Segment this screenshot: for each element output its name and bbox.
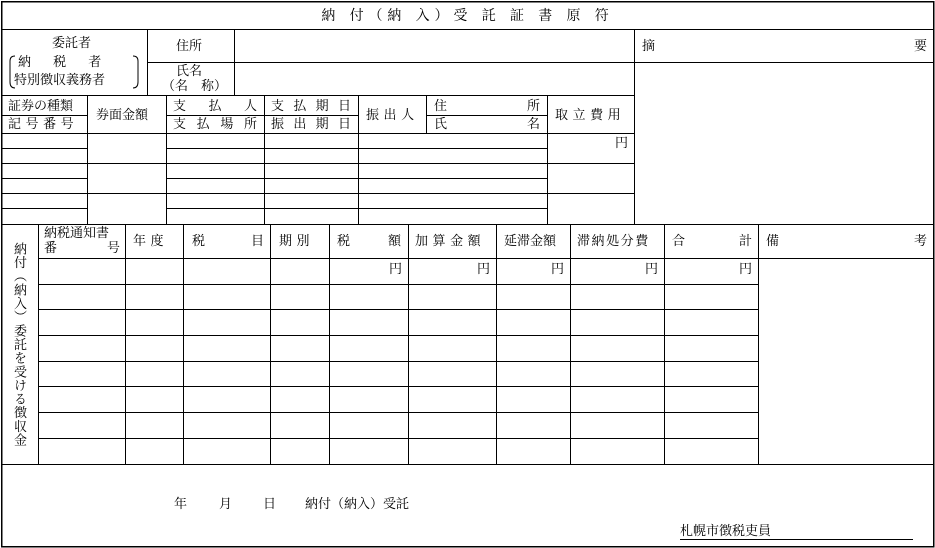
securities-number-label: 記号番号 xyxy=(8,117,79,132)
tax-amount-yen-unit: 円 xyxy=(389,262,403,277)
tax-item-label: 税 目 xyxy=(192,234,264,249)
drawer-name-label: 氏 名 xyxy=(434,117,540,132)
securities-type-label: 証券の種類 xyxy=(8,99,74,114)
additional-yen-unit: 円 xyxy=(477,262,491,277)
special-collector-label: 特別徴収義務者 xyxy=(14,73,106,88)
name-label: 氏名 xyxy=(176,64,203,79)
tax-amount-label: 税 額 xyxy=(337,234,401,249)
face-amount-label: 券面金額 xyxy=(96,108,149,123)
footer-year: 年 xyxy=(174,497,188,512)
collection-vertical-label: 納付（納入）委託を受ける徴収金 xyxy=(11,242,26,447)
summary-label: 摘 要 xyxy=(642,39,927,54)
disposal-yen-unit: 円 xyxy=(645,262,659,277)
disposal-cost-label: 滞納処分費 xyxy=(577,234,650,249)
pay-date-label: 支払期日 xyxy=(271,99,351,114)
fee-yen-unit: 円 xyxy=(615,136,629,151)
footer-month: 月 xyxy=(219,497,233,512)
consignor-label: 委託者 xyxy=(52,36,92,51)
drawer-label: 振出人 xyxy=(366,108,419,123)
issue-date-label: 振出期日 xyxy=(271,117,351,132)
tax-official-line: 札幌市徴税吏員 xyxy=(680,525,913,540)
footer-consigned: 納付（納入）受託 xyxy=(305,497,410,512)
payer-label: 支払人 xyxy=(173,99,257,114)
collection-fee-label: 取立費用 xyxy=(555,108,626,123)
name-sub-label: （名 称） xyxy=(162,79,228,94)
address-label: 住所 xyxy=(176,39,203,54)
fiscal-year-label: 年度 xyxy=(133,234,169,249)
taxpayer-label: 納 税 者 xyxy=(18,55,106,70)
period-label: 期別 xyxy=(279,234,315,249)
total-yen-unit: 円 xyxy=(739,262,753,277)
delinquency-amount-label: 延滞金額 xyxy=(504,234,557,249)
notice-number-label-2: 番 号 xyxy=(44,241,120,256)
form-title: 納 付（納 入）受 託 証 書 原 符 xyxy=(321,8,614,24)
footer-day: 日 xyxy=(263,497,277,512)
delinquency-yen-unit: 円 xyxy=(551,262,565,277)
total-label: 合 計 xyxy=(672,234,752,249)
remarks-label: 備 考 xyxy=(766,234,927,249)
drawer-address-label: 住 所 xyxy=(434,99,540,114)
footer-official xyxy=(680,525,913,540)
pay-place-label: 支払場所 xyxy=(173,117,257,132)
additional-amount-label: 加算金額 xyxy=(415,234,486,249)
notice-number-label-1: 納税通知書 xyxy=(44,226,110,241)
